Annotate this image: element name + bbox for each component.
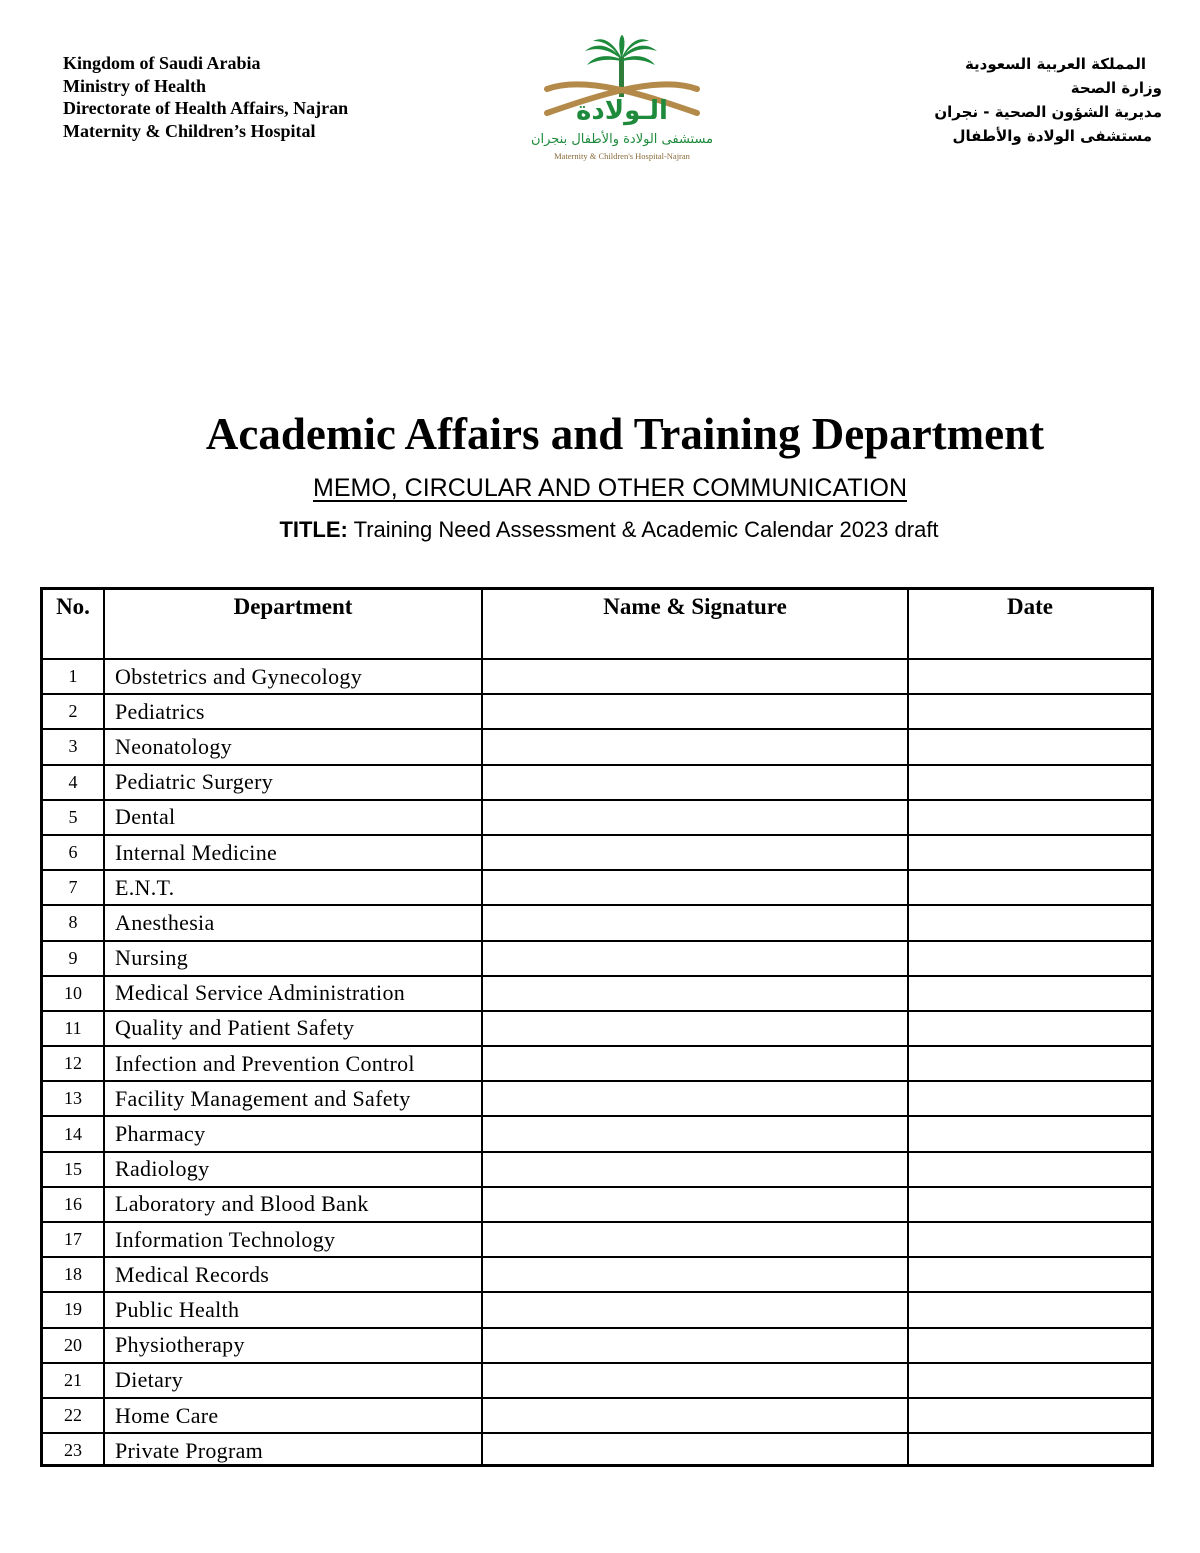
table-row (43, 765, 1151, 800)
header-right-line: وزارة الصحة (1070, 79, 1162, 97)
table-row (43, 1363, 1151, 1398)
name-signature-field[interactable] (482, 1046, 908, 1081)
department-name: Medical Service Administration (104, 976, 482, 1011)
header-left-line: Maternity & Children’s Hospital (63, 120, 316, 141)
row-number: 15 (43, 1152, 104, 1187)
row-number: 9 (43, 941, 104, 976)
column-header-no: No. (43, 590, 104, 659)
table-body (43, 659, 1151, 1467)
column-header-date: Date (908, 590, 1151, 659)
table-row (43, 870, 1151, 905)
table-row (43, 1152, 1151, 1187)
logo-mark: الـولادة (576, 96, 668, 126)
department-name: Facility Management and Safety (104, 1081, 482, 1116)
department-name: Private Program (104, 1433, 482, 1467)
column-header-name-signature: Name & Signature (482, 590, 908, 659)
department-name: Nursing (104, 941, 482, 976)
department-name: Information Technology (104, 1222, 482, 1257)
page-subtitle: MEMO, CIRCULAR AND OTHER COMMUNICATION (313, 474, 907, 502)
header-right-line: المملكة العربية السعودية (964, 55, 1146, 73)
header-left-line: Directorate of Health Affairs, Najran (63, 98, 349, 118)
header-left-address (63, 52, 348, 142)
department-name: Dental (104, 800, 482, 835)
date-field[interactable] (908, 1328, 1151, 1363)
name-signature-field[interactable] (482, 1116, 908, 1151)
department-name: Obstetrics and Gynecology (104, 659, 482, 694)
date-field[interactable] (908, 1257, 1151, 1292)
table-row (43, 659, 1151, 694)
name-signature-field[interactable] (482, 1292, 908, 1327)
name-signature-field[interactable] (482, 659, 908, 694)
department-name: Pharmacy (104, 1116, 482, 1151)
name-signature-field[interactable] (482, 870, 908, 905)
table-row (43, 800, 1151, 835)
table-row (43, 1398, 1151, 1433)
department-name: Home Care (104, 1398, 482, 1433)
date-field[interactable] (908, 1152, 1151, 1187)
name-signature-field[interactable] (482, 1328, 908, 1363)
table-header-row (43, 590, 1151, 659)
signature-table (40, 587, 1154, 1467)
table-row (43, 1222, 1151, 1257)
table-row (43, 1116, 1151, 1151)
row-number: 3 (43, 729, 104, 764)
table-row (43, 729, 1151, 764)
department-name: E.N.T. (104, 870, 482, 905)
name-signature-field[interactable] (482, 905, 908, 940)
name-signature-field[interactable] (482, 1011, 908, 1046)
row-number: 4 (43, 765, 104, 800)
date-field[interactable] (908, 905, 1151, 940)
table-row (43, 835, 1151, 870)
name-signature-field[interactable] (482, 976, 908, 1011)
table-row (43, 1257, 1151, 1292)
date-field[interactable] (908, 870, 1151, 905)
table-row (43, 1081, 1151, 1116)
department-name: Laboratory and Blood Bank (104, 1187, 482, 1222)
name-signature-field[interactable] (482, 1363, 908, 1398)
row-number: 17 (43, 1222, 104, 1257)
row-number: 16 (43, 1187, 104, 1222)
date-field[interactable] (908, 976, 1151, 1011)
date-field[interactable] (908, 1187, 1151, 1222)
table-row (43, 1292, 1151, 1327)
row-number: 6 (43, 835, 104, 870)
department-name: Medical Records (104, 1257, 482, 1292)
header-right-line: مديرية الشؤون الصحية - نجران (934, 103, 1162, 121)
table-row (43, 694, 1151, 729)
department-name: Infection and Prevention Control (104, 1046, 482, 1081)
table-row (43, 1433, 1151, 1467)
name-signature-field[interactable] (482, 1433, 908, 1467)
date-field[interactable] (908, 1081, 1151, 1116)
department-name: Radiology (104, 1152, 482, 1187)
name-signature-field[interactable] (482, 729, 908, 764)
row-number: 23 (43, 1433, 104, 1467)
name-signature-field[interactable] (482, 1222, 908, 1257)
date-field[interactable] (908, 1222, 1151, 1257)
document-title (0, 517, 1200, 543)
column-header-department: Department (104, 590, 482, 659)
date-field[interactable] (908, 941, 1151, 976)
header-left-line: Kingdom of Saudi Arabia (63, 53, 261, 73)
name-signature-field[interactable] (482, 941, 908, 976)
department-name: Pediatric Surgery (104, 765, 482, 800)
name-signature-field[interactable] (482, 835, 908, 870)
row-number: 22 (43, 1398, 104, 1433)
name-signature-field[interactable] (482, 1152, 908, 1187)
department-name: Neonatology (104, 729, 482, 764)
name-signature-field[interactable] (482, 1398, 908, 1433)
name-signature-field[interactable] (482, 1081, 908, 1116)
date-field[interactable] (908, 1011, 1151, 1046)
row-number: 19 (43, 1292, 104, 1327)
hospital-logo (525, 35, 720, 165)
date-field[interactable] (908, 835, 1151, 870)
department-name: Internal Medicine (104, 835, 482, 870)
row-number: 7 (43, 870, 104, 905)
header-right-line: مستشفى الولادة والأطفال (952, 127, 1152, 145)
name-signature-field[interactable] (482, 800, 908, 835)
department-name: Dietary (104, 1363, 482, 1398)
date-field[interactable] (908, 1116, 1151, 1151)
logo-english-name: Maternity & Children's Hospital-Najran (554, 151, 690, 161)
department-name: Physiotherapy (104, 1328, 482, 1363)
row-number: 14 (43, 1116, 104, 1151)
row-number: 11 (43, 1011, 104, 1046)
table-row (43, 976, 1151, 1011)
logo-arabic-name: مستشفى الولادة والأطفال بنجران (530, 132, 714, 147)
row-number: 1 (43, 659, 104, 694)
date-field[interactable] (908, 1363, 1151, 1398)
name-signature-field[interactable] (482, 694, 908, 729)
name-signature-field[interactable] (482, 765, 908, 800)
department-name: Pediatrics (104, 694, 482, 729)
table-row (43, 1187, 1151, 1222)
department-name: Quality and Patient Safety (104, 1011, 482, 1046)
date-field[interactable] (908, 694, 1151, 729)
table-row (43, 1011, 1151, 1046)
table-row (43, 905, 1151, 940)
row-number: 12 (43, 1046, 104, 1081)
page-title: Academic Affairs and Training Department (205, 409, 1045, 459)
row-number: 5 (43, 800, 104, 835)
header-left-line: Ministry of Health (63, 75, 206, 96)
row-number: 13 (43, 1081, 104, 1116)
date-field[interactable] (908, 729, 1151, 764)
date-field[interactable] (908, 800, 1151, 835)
row-number: 8 (43, 905, 104, 940)
header-right-address (934, 52, 1162, 148)
date-field[interactable] (908, 765, 1151, 800)
date-field[interactable] (908, 1046, 1151, 1081)
name-signature-field[interactable] (482, 1187, 908, 1222)
row-number: 2 (43, 694, 104, 729)
department-name: Anesthesia (104, 905, 482, 940)
department-name: Public Health (104, 1292, 482, 1327)
row-number: 20 (43, 1328, 104, 1363)
document-title-text: Training Need Assessment & Academic Calendar 2023 draft (353, 517, 939, 542)
row-number: 18 (43, 1257, 104, 1292)
date-field[interactable] (908, 1433, 1151, 1467)
document-title-label: TITLE: (279, 517, 348, 542)
table-row (43, 941, 1151, 976)
table-row (43, 1328, 1151, 1363)
name-signature-field[interactable] (482, 1257, 908, 1292)
table-row (43, 1046, 1151, 1081)
date-field[interactable] (908, 1398, 1151, 1433)
row-number: 10 (43, 976, 104, 1011)
date-field[interactable] (908, 1292, 1151, 1327)
row-number: 21 (43, 1363, 104, 1398)
date-field[interactable] (908, 659, 1151, 694)
